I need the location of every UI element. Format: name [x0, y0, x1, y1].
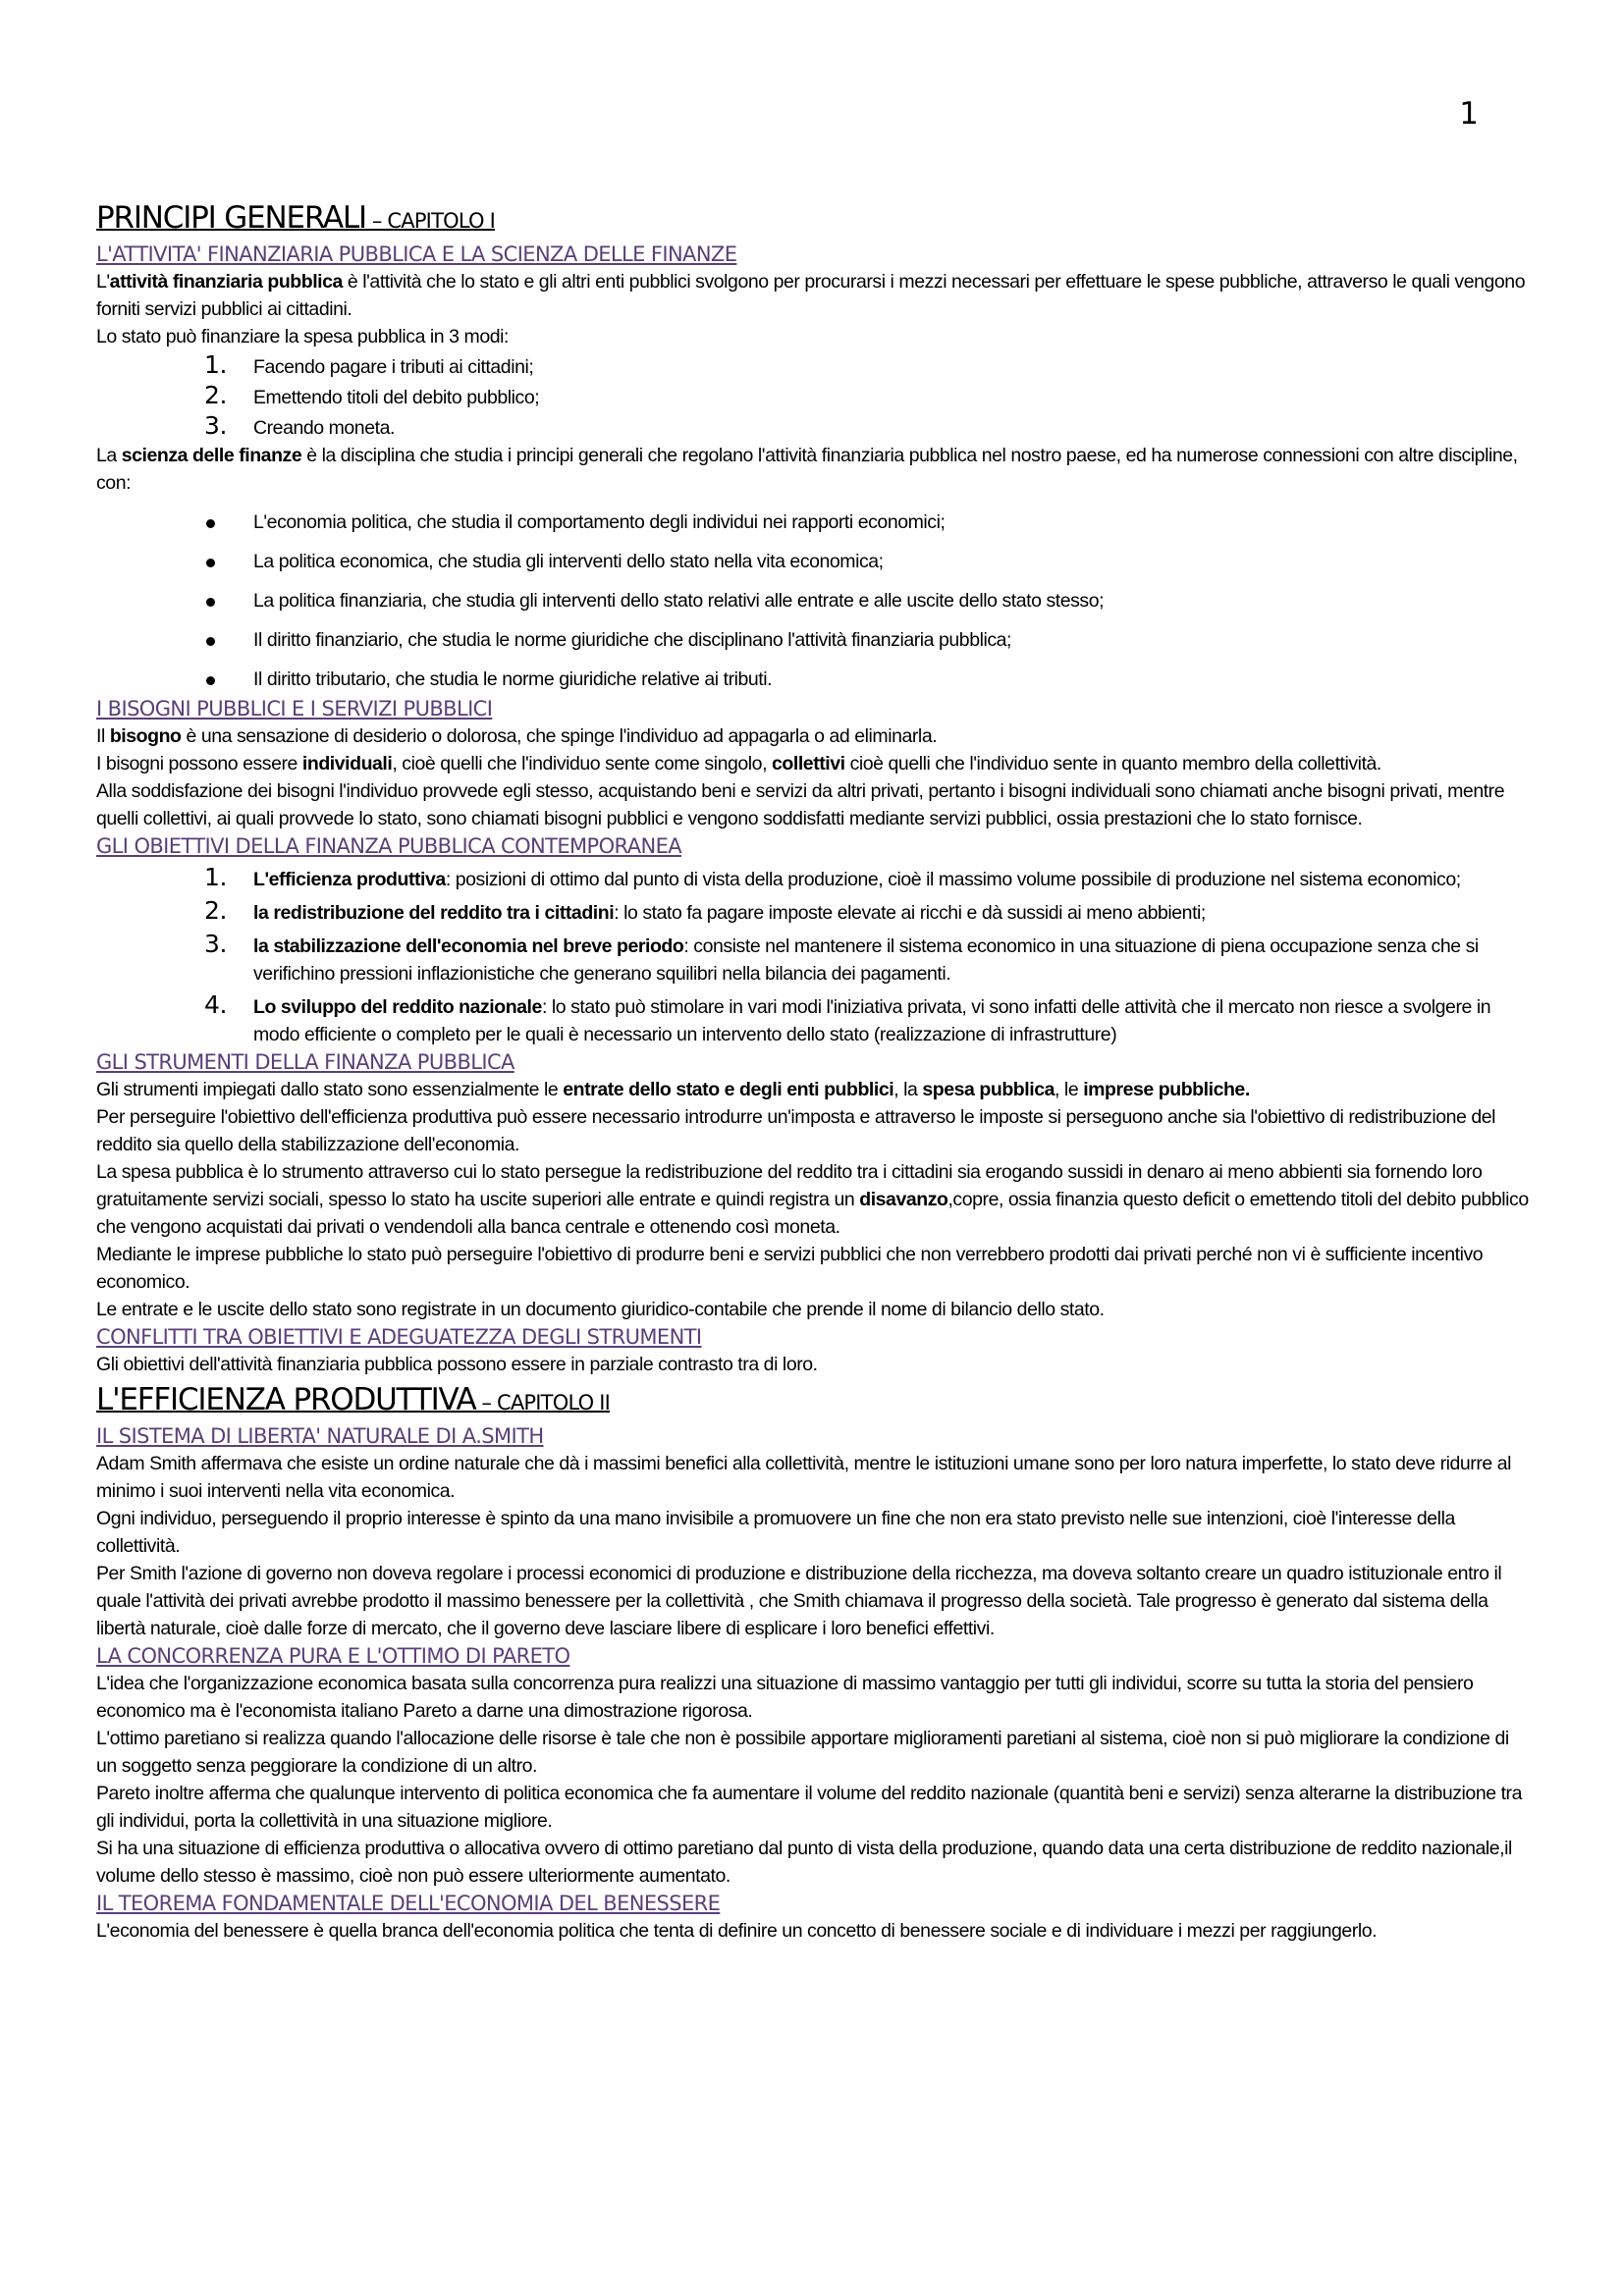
list-item: 4. Lo sviluppo del reddito nazionale: lo stato può stimolare in vari modi l'iniziativa privata, vi sono infatti delle attività che il mercato non riesce a svolgere in modo efficiente o completo per le quali è necessario un intervento dello stato (realizzazione di infrastrutture)	[204, 990, 1491, 1045]
section-heading: LA CONCORRENZA PURA E L'OTTIMO DI PARETO	[96, 1644, 570, 1668]
list-item: 1. L'efficienza produttiva: posizioni di ottimo dal punto di vista della produzione, cioè il massimo volume possibile di produzione nel sistema economico;	[204, 863, 1461, 891]
paragraph: L'ottimo paretiano si realizza quando l'allocazione delle risorse è tale che non è possibile apportare miglioramenti paretiani al sistema, cioè non si può migliorare la condizione di un soggetto senza peggiorare la condizione di un altro.	[96, 1728, 1509, 1777]
section-heading: IL SISTEMA DI LIBERTA' NATURALE DI A.SMITH	[96, 1424, 544, 1448]
section-heading: IL TEOREMA FONDAMENTALE DELL'ECONOMIA DEL BENESSERE	[96, 1892, 721, 1915]
bullet-icon	[206, 559, 215, 567]
list-item: Il diritto tributario, che studia le norme giuridiche relative ai tributi.	[96, 666, 1530, 693]
paragraph: La spesa pubblica è lo strumento attraverso cui lo stato persegue la redistribuzione del reddito tra i cittadini sia erogando sussidi in denaro ai meno abbienti sia fornendo loro gratuitamente servizi sociali, spesso lo stato ha uscite superiori alle entrate e quindi registra un disavanzo,copre, ossia finanzia questo deficit o emettendo titoli del debito pubblico che vengono acquistati dai privati o vendendoli alla banca centrale e ottenendo così moneta.	[96, 1161, 1529, 1238]
paragraph: I bisogni possono essere individuali, cioè quelli che l'individuo sente come singolo, collettivi cioè quelli che l'individuo sente in quanto membro della collettività.	[96, 753, 1381, 774]
list-item: Il diritto finanziario, che studia le norme giuridiche che disciplinano l'attività finanziaria pubblica;	[96, 626, 1530, 654]
list-item: 1. Facendo pagare i tributi ai cittadini;	[204, 350, 534, 379]
section-heading: L'ATTIVITA' FINANZIARIA PUBBLICA E LA SCIENZA DELLE FINANZE	[96, 242, 737, 266]
list-item: La politica economica, che studia gli interventi dello stato nella vita economica;	[96, 548, 1530, 575]
paragraph: Per perseguire l'obiettivo dell'efficienza produttiva può essere necessario introdurre un'imposta e attraverso le imposte si perseguono anche sia l'obiettivo di redistribuzione del reddito sia quello della stabilizzazione dell'economia.	[96, 1106, 1496, 1155]
list-item: La politica finanziaria, che studia gli interventi dello stato relativi alle entrate e alle uscite dello stato stesso;	[96, 587, 1530, 614]
financing-modes-list	[96, 350, 1530, 442]
section-heading: GLI OBIETTIVI DELLA FINANZA PUBBLICA CONTEMPORANEA	[96, 834, 682, 858]
bullet-icon	[206, 676, 215, 685]
list-item: L'economia politica, che studia il comportamento degli individui nei rapporti economici;	[96, 508, 1530, 536]
paragraph: Lo stato può finanziare la spesa pubblica in 3 modi:	[96, 326, 509, 347]
list-item: 2. la redistribuzione del reddito tra i cittadini: lo stato fa pagare imposte elevate ai ricchi e dà sussidi ai meno abbienti;	[204, 896, 1206, 925]
chapter-2-title: L'EFFICIENZA PRODUTTIVA – CAPITOLO II	[96, 1382, 610, 1417]
paragraph: L'attività finanziaria pubblica è l'attività che lo stato e gli altri enti pubblici svolgono per procurarsi i mezzi necessari per effettuare le spese pubbliche, attraverso le quali vengono forniti servizi pubblici ai cittadini.	[96, 271, 1526, 320]
paragraph: Gli obiettivi dell'attività finanziaria pubblica possono essere in parziale contrasto tra di loro.	[96, 1354, 818, 1375]
section-heading: GLI STRUMENTI DELLA FINANZA PUBBLICA	[96, 1050, 514, 1074]
list-item: 2. Emettendo titoli del debito pubblico;	[204, 381, 540, 409]
bullet-icon	[206, 598, 215, 607]
bullet-icon	[206, 637, 215, 646]
section-heading: CONFLITTI TRA OBIETTIVI E ADEGUATEZZA DEGLI STRUMENTI	[96, 1325, 702, 1349]
list-item: 3. Creando moneta.	[204, 411, 395, 440]
paragraph: Per Smith l'azione di governo non doveva regolare i processi economici di produzione e distribuzione della ricchezza, ma doveva soltanto creare un quadro istituzionale entro il quale l'attività dei privati avrebbe prodotto il massimo benessere per la collettività , che Smith chiamava il progresso della società. Tale progresso è generato dal sistema della libertà naturale, cioè dalle forze di mercato, che il governo deve lasciare libere di esplicare i loro benefici effettivi.	[96, 1563, 1502, 1639]
bullet-icon	[206, 519, 215, 528]
paragraph: L'idea che l'organizzazione economica basata sulla concorrenza pura realizzi una situazione di massimo vantaggio per tutti gli individui, scorre su tutta la storia del pensiero economico ma è l'economista italiano Pareto a darne una dimostrazione rigorosa.	[96, 1673, 1474, 1722]
objectives-list	[96, 863, 1530, 1048]
paragraph: Adam Smith affermava che esiste un ordine naturale che dà i massimi benefici alla collettività, mentre le istituzioni umane sono per loro natura imperfette, lo stato deve ridurre al minimo i suoi interventi nella vita economica.	[96, 1453, 1512, 1502]
paragraph: L'economia del benessere è quella branca dell'economia politica che tenta di definire un concetto di benessere sociale e di individuare i mezzi per raggiungerlo.	[96, 1920, 1378, 1942]
paragraph: Alla soddisfazione dei bisogni l'individuo provvede egli stesso, acquistando beni e servizi da altri privati, pertanto i bisogni individuali sono chiamati anche bisogni privati, mentre quelli collettivi, ai quali provvede lo stato, sono chiamati bisogni pubblici e vengono soddisfatti mediante servizi pubblici, ossia prestazioni che lo stato fornisce.	[96, 780, 1505, 829]
paragraph: Il bisogno è una sensazione di desiderio o dolorosa, che spinge l'individuo ad appagarla o ad eliminarla.	[96, 725, 938, 747]
page-number: 1	[1459, 96, 1479, 132]
paragraph: Gli strumenti impiegati dallo stato sono essenzialmente le entrate dello stato e degli enti pubblici, la spesa pubblica, le imprese pubbliche.	[96, 1079, 1250, 1100]
page-content	[96, 196, 1530, 1945]
paragraph: Mediante le imprese pubbliche lo stato può perseguire l'obiettivo di produrre beni e servizi pubblici che non verrebbero prodotti dai privati perché non vi è sufficiente incentivo economico.	[96, 1244, 1484, 1293]
chapter-1-title: PRINCIPI GENERALI – CAPITOLO I	[96, 200, 495, 236]
paragraph: Pareto inoltre afferma che qualunque intervento di politica economica che fa aumentare il volume del reddito nazionale (quantità beni e servizi) senza alterarne la distribuzione tra gli individui, porta la collettività in una situazione migliore.	[96, 1783, 1522, 1832]
disciplines-list	[96, 508, 1530, 693]
section-heading: I BISOGNI PUBBLICI E I SERVIZI PUBBLICI	[96, 697, 493, 721]
paragraph: Si ha una situazione di efficienza produttiva o allocativa ovvero di ottimo paretiano dal punto di vista della produzione, quando data una certa distribuzione de reddito nazionale,il volume dello stesso è massimo, cioè non può essere ulteriormente aumentato.	[96, 1838, 1512, 1887]
paragraph: Le entrate e le uscite dello stato sono registrate in un documento giuridico-contabile che prende il nome di bilancio dello stato.	[96, 1299, 1105, 1320]
paragraph: La scienza delle finanze è la disciplina che studia i principi generali che regolano l'attività finanziaria pubblica nel nostro paese, ed ha numerose connessioni con altre discipline, con:	[96, 445, 1518, 494]
paragraph: Ogni individuo, perseguendo il proprio interesse è spinto da una mano invisibile a promuovere un fine che non era stato previsto nelle sue intenzioni, cioè l'interesse della collettività.	[96, 1508, 1455, 1557]
list-item: 3. la stabilizzazione dell'economia nel breve periodo: consiste nel mantenere il sistema economico in una situazione di piena occupazione senza che si verifichino pressioni inflazionistiche che generano squilibri nella bilancia dei pagamenti.	[204, 930, 1479, 985]
